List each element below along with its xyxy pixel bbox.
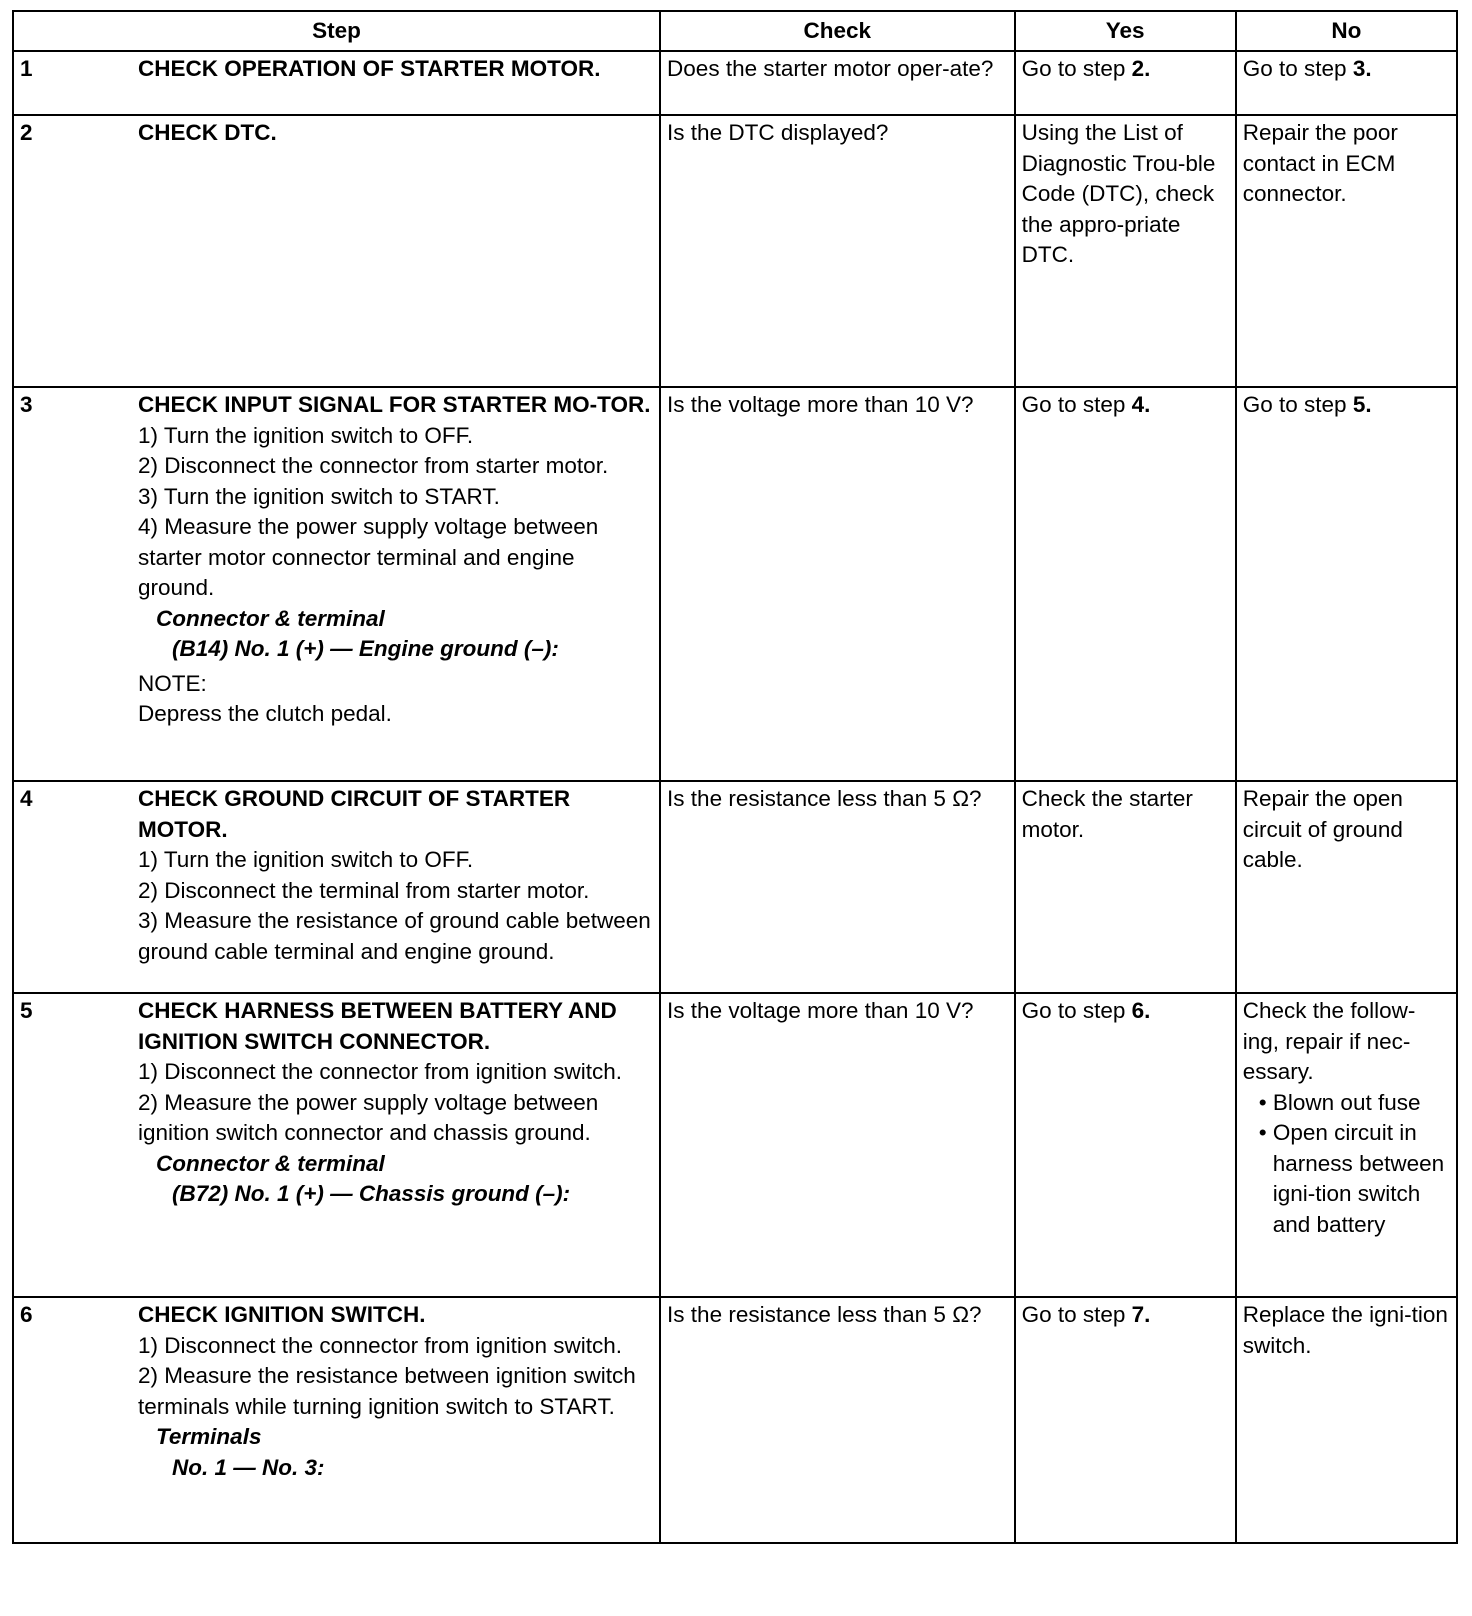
step-cell [13,781,660,993]
yes-step-link: 6. [1131,998,1151,1023]
spec-value: (B72) No. 1 (+) — Chassis ground (–): [172,1181,571,1206]
yes-text: Go to step [1021,998,1132,1023]
no-cell [1236,993,1457,1297]
step-cell [13,993,660,1297]
yes-cell: Using the List of Diagnostic Trou-ble Code (DTC), check the appro-priate DTC. [1015,115,1236,387]
step-number: 1 [20,56,33,81]
bullet-item: • Blown out fuse [1258,1089,1421,1115]
table-row [13,387,1457,781]
step-title: CHECK HARNESS BETWEEN BATTERY AND IGNITION SWITCH CONNECTOR. [138,998,617,1054]
yes-cell [1015,1297,1236,1543]
procedure-line: 2) Measure the resistance between ignition switch terminals while turning ignition switch to START. [138,1363,636,1419]
check-cell: Is the voltage more than 10 V? [660,387,1015,781]
check-cell: Is the DTC displayed? [660,115,1015,387]
yes-step-link: 7. [1131,1302,1151,1327]
no-step-link: 5. [1352,392,1372,417]
procedure-line: 2) Disconnect the connector from starter motor. [138,453,609,478]
header-no: No [1236,11,1457,51]
header-row [13,11,1457,51]
step-title: CHECK INPUT SIGNAL FOR STARTER MO-TOR. [138,392,651,417]
yes-cell: Check the starter motor. [1015,781,1236,993]
procedure-line: 1) Disconnect the connector from ignition switch. [138,1059,622,1084]
step-cell [13,387,660,781]
table-row [13,51,1457,115]
yes-step-link: 2. [1131,56,1151,81]
no-cell: Replace the igni-tion switch. [1236,1297,1457,1543]
procedure-line: 4) Measure the power supply voltage between starter motor connector terminal and engine ground. [138,514,599,600]
procedure-line: 1) Turn the ignition switch to OFF. [138,847,474,872]
step-title: CHECK DTC. [138,120,277,145]
procedure-line: 1) Disconnect the connector from ignition switch. [138,1332,622,1358]
step-number: 6 [20,1302,33,1327]
yes-cell [1015,387,1236,781]
spec-label: Connector & terminal [156,1150,385,1176]
step-cell [13,51,660,115]
table-row [13,781,1457,993]
check-cell: Does the starter motor oper-ate? [660,51,1015,115]
no-text: Go to step [1242,392,1353,417]
yes-text: Go to step [1021,1302,1132,1327]
procedure-line: 3) Measure the resistance of ground cable between ground cable terminal and engine ground. [138,908,651,964]
yes-step-link: 4. [1131,392,1151,417]
no-text: Check the follow-ing, repair if nec-essary. [1242,998,1416,1084]
check-cell: Is the resistance less than 5 Ω? [660,781,1015,993]
step-number: 3 [20,392,33,417]
no-cell: Repair the poor contact in ECM connector. [1236,115,1457,387]
step-cell [13,115,660,387]
table-row [13,115,1457,387]
no-text: Go to step [1242,56,1353,81]
step-title: CHECK GROUND CIRCUIT OF STARTER MOTOR. [138,786,571,842]
step-number: 5 [20,998,33,1023]
header-check: Check [660,11,1015,51]
procedure-line: 2) Disconnect the terminal from starter motor. [138,877,590,903]
note-label: NOTE: [138,670,207,696]
no-cell [1236,387,1457,781]
step-number: 4 [20,786,33,811]
procedure-line: 2) Measure the power supply voltage between ignition switch connector and chassis ground. [138,1089,599,1145]
step-cell [13,1297,660,1543]
table-row [13,993,1457,1297]
step-title: CHECK IGNITION SWITCH. [138,1302,426,1327]
step-title: CHECK OPERATION OF STARTER MOTOR. [138,56,601,81]
no-cell [1236,51,1457,115]
spec-label: Connector & terminal [156,605,385,631]
header-yes: Yes [1015,11,1236,51]
table-row [13,1297,1457,1543]
spec-label: Terminals [156,1424,262,1449]
bullet-item: • Open circuit in harness between igni-tion switch and battery [1258,1120,1445,1237]
procedure-line: 3) Turn the ignition switch to START. [138,483,500,509]
yes-text: Go to step [1021,392,1132,417]
procedure-line: 1) Turn the ignition switch to OFF. [138,422,474,448]
check-cell: Is the resistance less than 5 Ω? [660,1297,1015,1543]
header-step: Step [13,11,660,51]
yes-text: Go to step [1021,56,1132,81]
spec-value: (B14) No. 1 (+) — Engine ground (–): [172,636,559,661]
yes-cell [1015,993,1236,1297]
spec-value: No. 1 — No. 3: [172,1454,325,1480]
yes-cell [1015,51,1236,115]
no-step-link: 3. [1352,56,1372,81]
step-number: 2 [20,120,33,145]
no-cell: Repair the open circuit of ground cable. [1236,781,1457,993]
note-text: Depress the clutch pedal. [138,701,392,726]
diagnostic-table [12,10,1458,1544]
check-cell: Is the voltage more than 10 V? [660,993,1015,1297]
